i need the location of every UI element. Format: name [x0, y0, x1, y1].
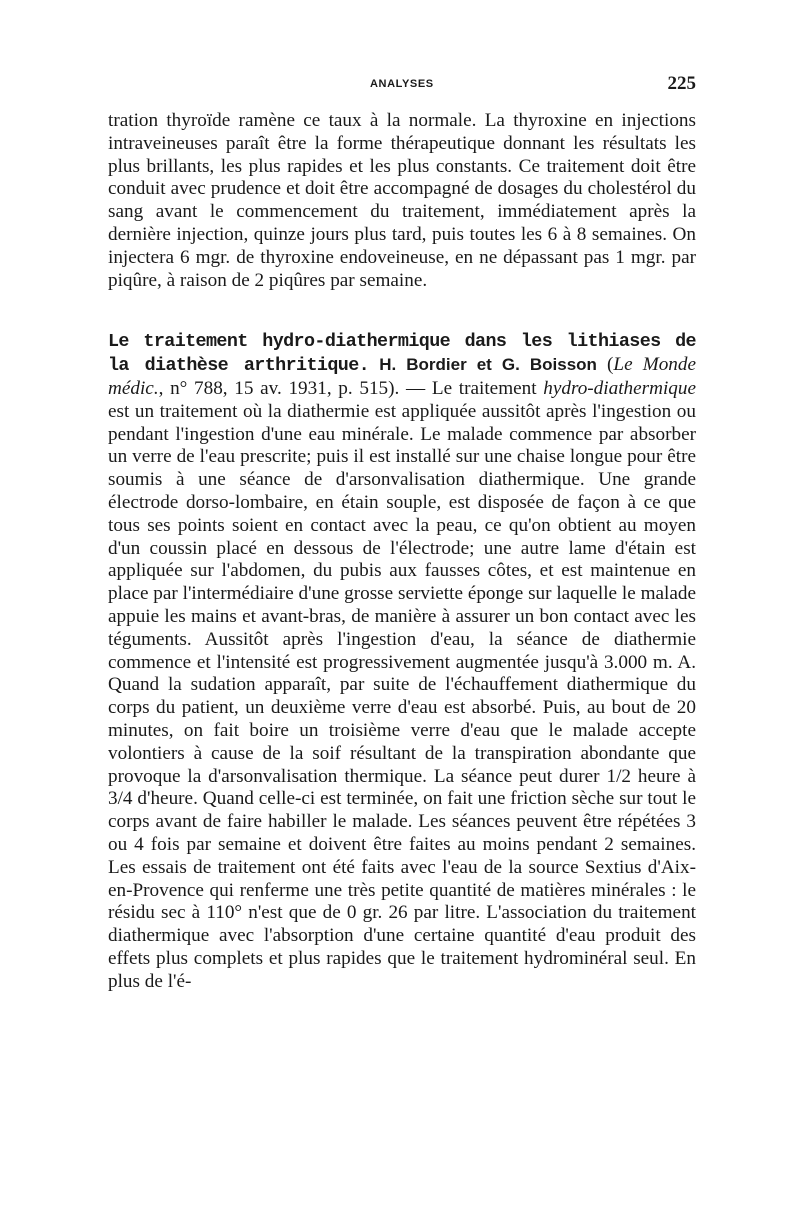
- article-title: Le traitement hydro-diathermique dans les lithiases de la diathèse arthritique.: [108, 331, 696, 377]
- article-paragraph: [108, 330, 696, 993]
- article-authors: H. Bordier et G. Boisson: [379, 355, 597, 375]
- reference-open: (: [607, 354, 614, 376]
- document-page: [108, 72, 696, 993]
- running-head: [108, 72, 696, 102]
- article-body: est un traitement où la diathermie est appliquée aussitôt après l'ingestion ou pendant l'ingestion d'une eau minérale. Le malade commence par absorber un verre de l'eau prescrite; puis il est installé sur une chaise longue pour être soumis à une séance de d'arsonvalisation diathermique. Une grande électrode dorso-lombaire, en étain souple, est disposée de façon à ce que tous ses points soient en contact avec la peau, ce qu'on obtient au moyen d'un coussin placé en dessous de l'électrode; une autre lame d'étain est appliquée sur l'abdomen, du pubis aux fausses côtes, et est maintenue en place par l'intermédiaire d'une grosse serviette éponge sur laquelle le malade appuie les mains et avant-bras, de manière à assurer un bon contact avec les téguments. Aussitôt après l'ingestion d'eau, la séance de diathermie commence et l'intensité est progressivement augmentée jusqu'à 3.000 m. A. Quand la sudation apparaît, par suite de l'échauffement diathermique du corps du patient, un deuxième verre d'eau est absorbé. Puis, au bout de 20 minutes, on fait boire un troisième verre d'eau que le malade accepte volontiers à cause de la soif résultant de la transpiration abondante que provoque la d'arsonvalisation thermique. La séance peut durer 1/2 heure à 3/4 d'heure. Quand celle-ci est terminée, on fait une friction sèche sur tout le corps avant de faire habiller le malade. Les séances peuvent être répétées 3 ou 4 fois par semaine et doivent être faites au moins pendant 2 semaines. Les essais de traitement ont été faits avec l'eau de la source Sextius d'Aix-en-Provence qui renferme une très petite quantité de matières minérales : le résidu sec à 110° n'est que de 0 gr. 26 par litre. L'association du traitement diathermique avec l'absorption d'une certaine quantité d'eau produit des effets plus complets et plus rapides que le traitement hydrominéral seul. En plus de l'é-: [108, 400, 696, 992]
- journal-name: Le Monde médic.: [108, 354, 696, 399]
- running-head-title: ANALYSES: [370, 78, 434, 90]
- page-number: 225: [667, 73, 696, 94]
- treatment-term: hydro-diathermique: [543, 377, 696, 399]
- continuation-paragraph: tration thyroïde ramène ce taux à la normale. La thyroxine en injections intraveineuses paraît être la forme thérapeutique donnant les résultats les plus brillants, les plus rapides et les plus constants. Ce traitement doit être conduit avec prudence et doit être accompagné de dosages du cholestérol du sang avant le commencement du traitement, immédiatement après la dernière injection, quinze jours plus tard, puis toutes les 6 à 8 semaines. On injectera 6 mgr. de thyroxine endoveineuse, en ne dépassant pas 1 mgr. par piqûre, à raison de 2 piqûres par semaine.: [108, 110, 696, 291]
- reference-details: , n° 788, 15 av. 1931, p. 515). — Le traitement: [158, 377, 544, 399]
